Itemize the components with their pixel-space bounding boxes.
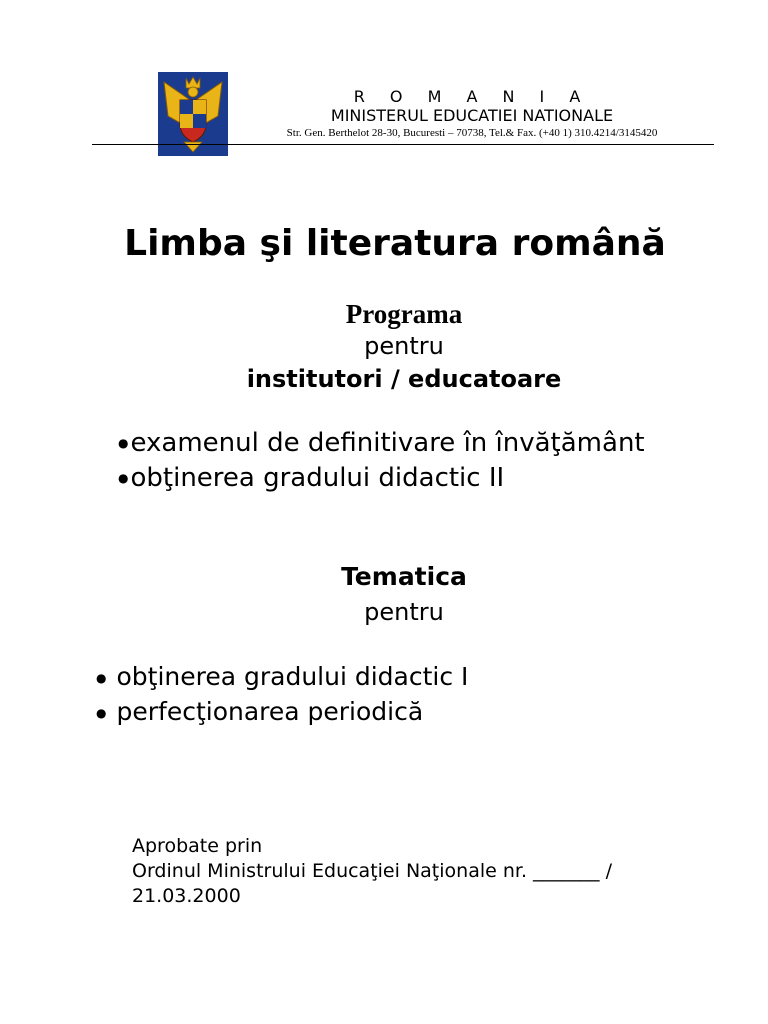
programa-for: pentru [364, 332, 444, 360]
document-header [92, 70, 714, 154]
programa-audience: institutori / educatoare [246, 365, 562, 393]
bullet-icon: ● [118, 436, 129, 450]
programa-label: Programa [345, 299, 463, 329]
approval-date: 21.03.2000 [132, 885, 241, 907]
approval-line: Aprobate prin [132, 835, 263, 857]
ministry-name: MINISTERUL EDUCATIEI NATIONALE [330, 106, 614, 125]
list-item: ● obţinerea gradului didactic I [96, 662, 469, 691]
approval-line: Ordinul Ministrului Educaţiei Naţionale nr. _______ / [132, 860, 612, 882]
tematica-list [96, 660, 468, 730]
list-item: ●obţinerea gradului didactic II [118, 463, 505, 493]
list-item: ● perfecţionarea periodică [96, 697, 424, 726]
bullet-icon: ● [96, 706, 107, 720]
bullet-icon: ● [96, 671, 107, 685]
list-item: ●examenul de definitivare în învăţământ [118, 428, 645, 458]
country-name: R O M A N I A [353, 87, 591, 106]
bullet-icon: ● [118, 471, 129, 485]
document-title: Limba şi literatura română [124, 223, 666, 264]
header-text [282, 88, 662, 140]
approval-note [132, 834, 612, 909]
ministry-address: Str. Gen. Berthelot 28-30, Bucuresti – 70738, Tel.& Fax. (+40 1) 310.4214/3145420 [286, 127, 658, 139]
programa-list [118, 426, 645, 496]
tematica-for: pentru [364, 598, 444, 626]
tematica-label: Tematica [341, 562, 467, 591]
header-divider [92, 144, 714, 145]
